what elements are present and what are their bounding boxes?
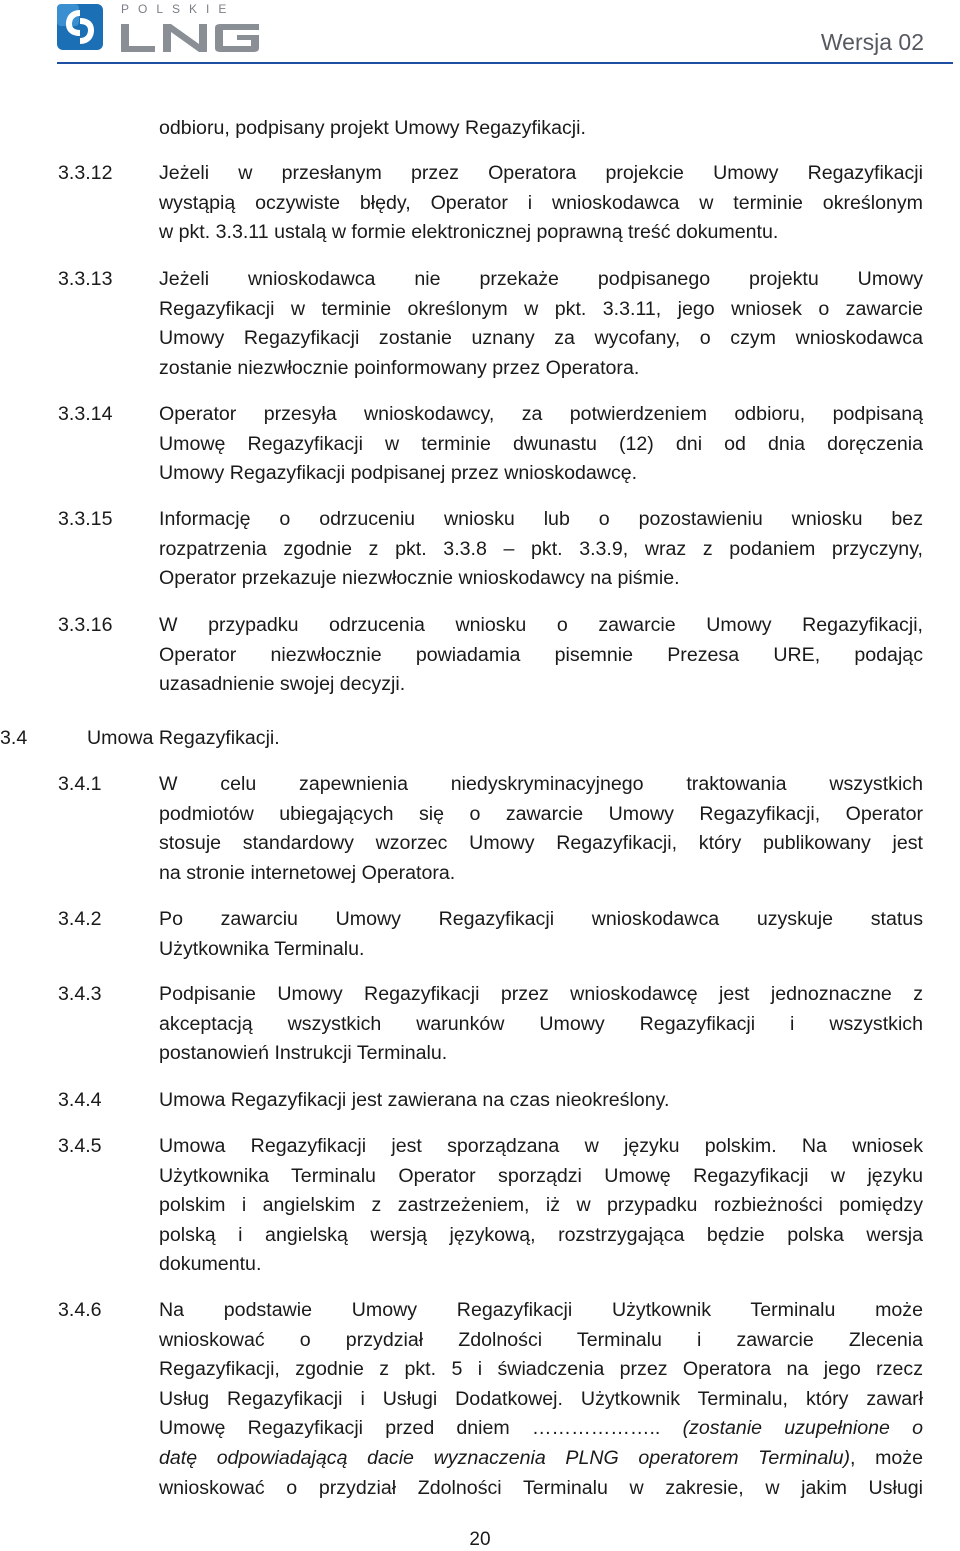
clause-number: 3.4.6	[58, 1299, 102, 1321]
text-run: Umowę Regazyfikacji przed dniem ………………..	[159, 1417, 683, 1440]
clause-number: 3.4.2	[58, 908, 102, 930]
continuation-paragraph	[159, 114, 923, 144]
text-line: Regazyfikacji, zgodnie z pkt. 5 i świadczenia przez Operatora na jego rzecz	[159, 1358, 923, 1381]
text-line: Umowa Regazyfikacji jest zawierana na czas nieokreślony.	[159, 1089, 670, 1111]
text-line: wnioskować o przydział Zdolności Terminalu w zakresie, w jakim Usługi	[159, 1476, 923, 1499]
company-logo	[57, 2, 247, 54]
logo-lng-text	[119, 22, 301, 54]
clause-text	[159, 611, 923, 700]
clause-text	[159, 400, 923, 489]
clause-text	[159, 505, 923, 594]
text-line: Umowy Regazyfikacji podpisanej przez wnioskodawcę.	[159, 462, 638, 485]
text-line-mixed	[159, 1414, 923, 1444]
text-line: Po zawarciu Umowy Regazyfikacji wnioskodawca uzyskuje status	[159, 908, 923, 930]
clause-text	[159, 770, 923, 888]
text-line: polską i angielską wersją językową, rozstrzygająca będzie polska wersja	[159, 1223, 923, 1246]
text-line: w pkt. 3.3.11 ustalą w formie elektronicznej poprawną treść dokumentu.	[159, 221, 779, 244]
clause-number: 3.3.14	[58, 403, 113, 425]
page-number: 20	[469, 1529, 491, 1550]
text-line: Operator przekazuje niezwłocznie wnioskodawcy na piśmie.	[159, 567, 680, 590]
text-line: dokumentu.	[159, 1253, 262, 1276]
clause-text	[159, 1086, 923, 1116]
clause-text	[159, 265, 923, 383]
text-line-mixed	[159, 1444, 923, 1474]
text-line: Usług Regazyfikacji i Usługi Dodatkowej. Użytkownik Terminalu, który zawarł	[159, 1387, 923, 1410]
clause-number: 3.4.4	[58, 1089, 102, 1111]
italic-note: datę odpowiadającą dacie wyznaczenia PLNG operatorem Terminalu)	[159, 1446, 851, 1469]
text-line: na stronie internetowej Operatora.	[159, 861, 456, 884]
clause-text	[159, 905, 923, 964]
text-line: wystąpią oczywiste błędy, Operator i wnioskodawca w terminie określonym	[159, 191, 923, 214]
text-line: Informację o odrzuceniu wniosku lub o pozostawieniu wniosku bez	[159, 508, 923, 530]
text-line: Umowę Regazyfikacji w terminie dwunastu (12) dni od dnia doręczenia	[159, 432, 923, 455]
text-line: podmiotów ubiegających się o zawarcie Umowy Regazyfikacji, Operator	[159, 802, 923, 825]
text-line: Użytkownika Terminalu.	[159, 937, 365, 960]
text-line: Regazyfikacji w terminie określonym w pkt. 3.3.11, jego wniosek o zawarcie	[159, 297, 923, 320]
text-line: Na podstawie Umowy Regazyfikacji Użytkownik Terminalu może	[159, 1299, 923, 1321]
clause-text	[159, 1296, 923, 1503]
text-line: Jeżeli wnioskodawca nie przekaże podpisanego projektu Umowy	[159, 268, 923, 290]
text-line: akceptacją wszystkich warunków Umowy Regazyfikacji i wszystkich	[159, 1012, 923, 1035]
clause-number: 3.4.3	[58, 983, 102, 1005]
logo-polskie-text: POLSKIE	[121, 2, 236, 16]
text-line: odbioru, podpisany projekt Umowy Regazyfikacji.	[159, 117, 586, 139]
text-line: Podpisanie Umowy Regazyfikacji przez wnioskodawcę jest jednoznaczne z	[159, 983, 923, 1005]
text-line: uzasadnienie swojej decyzji.	[159, 673, 406, 696]
text-line: Użytkownika Terminalu Operator sporządzi Umowę Regazyfikacji w języku	[159, 1164, 923, 1187]
section-title: Umowa Regazyfikacji.	[87, 727, 280, 749]
text-line: W celu zapewnienia niedyskryminacyjnego traktowania wszystkich	[159, 773, 923, 795]
text-line: Jeżeli w przesłanym przez Operatora projekcie Umowy Regazyfikacji	[159, 162, 923, 184]
text-line: postanowień Instrukcji Terminalu.	[159, 1042, 448, 1065]
clause-number: 3.4.5	[58, 1135, 102, 1157]
text-line: stosuje standardowy wzorzec Umowy Regazyfikacji, który publikowany jest	[159, 832, 923, 855]
header-rule	[57, 62, 953, 64]
page-header	[0, 0, 960, 66]
text-line: Umowa Regazyfikacji jest sporządzana w języku polskim. Na wniosek	[159, 1135, 923, 1157]
clause-number: 3.3.13	[58, 268, 113, 290]
text-line: Operator przesyła wnioskodawcy, za potwierdzeniem odbioru, podpisaną	[159, 403, 923, 425]
section-number: 3.4	[0, 727, 28, 749]
text-run: , może	[850, 1446, 923, 1469]
text-line: W przypadku odrzucenia wniosku o zawarcie Umowy Regazyfikacji,	[159, 614, 923, 636]
text-line: wnioskować o przydział Zdolności Terminalu i zawarcie Zlecenia	[159, 1328, 923, 1351]
document-version: Wersja 02	[820, 29, 924, 55]
text-line: polskim i angielskim z zastrzeżeniem, iż w przypadku rozbieżności pomiędzy	[159, 1194, 923, 1217]
clause-text	[159, 159, 923, 248]
clause-text	[159, 1132, 923, 1280]
logo-mark-icon	[57, 2, 103, 52]
italic-note: (zostanie uzupełnione o	[682, 1417, 923, 1440]
text-line: zostanie niezwłocznie poinformowany przez Operatora.	[159, 356, 640, 379]
text-line: rozpatrzenia zgodnie z pkt. 3.3.8 – pkt. 3.3.9, wraz z podaniem przyczyny,	[159, 537, 923, 560]
text-line: Umowy Regazyfikacji zostanie uznany za wycofany, o czym wnioskodawca	[159, 327, 923, 350]
clause-number: 3.4.1	[58, 773, 102, 795]
text-line: Operator niezwłocznie powiadamia pisemnie Prezesa URE, podając	[159, 643, 923, 666]
clause-text	[159, 980, 923, 1069]
clause-number: 3.3.15	[58, 508, 113, 530]
clause-number: 3.3.12	[58, 162, 113, 184]
clause-number: 3.3.16	[58, 614, 113, 636]
